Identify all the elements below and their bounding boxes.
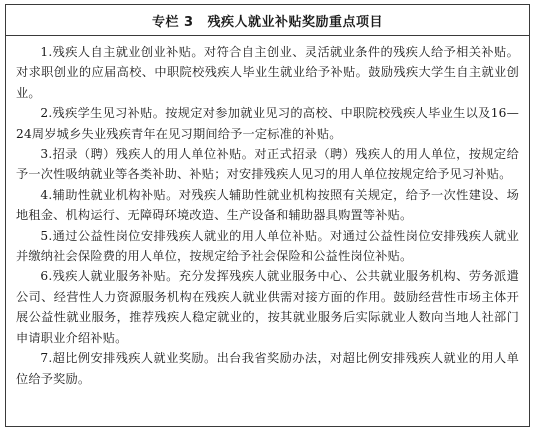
box-header (6, 5, 529, 36)
list-item: 2.残疾学生见习补贴。按规定对参加就业见习的高校、中职院校残疾人毕业生以及16—24周岁城乡失业残疾青年在见习期间给予一定标准的补贴。 (16, 106, 519, 141)
box-title: 残疾人就业补贴奖励重点项目 (207, 14, 384, 30)
box-label: 专栏 3 (151, 14, 194, 30)
list-item: 7.超比例安排残疾人就业奖励。出台我省奖励办法，对超比例安排残疾人就业的用人单位给予奖励。 (16, 351, 519, 386)
feature-box (5, 4, 530, 427)
list-item: 4.辅助性就业机构补贴。对残疾人辅助性就业机构按照有关规定，给予一次性建设、场地租金、机构运行、无障碍环境改造、生产设备和辅助器具购置等补贴。 (16, 187, 519, 223)
list-item: 6.残疾人就业服务补贴。充分发挥残疾人就业服务中心、公共就业服务机构、劳务派遣公司、经营性人力资源服务机构在残疾人就业供需对接方面的作用。鼓励经营性市场主体开展公益性就业服务，推荐残疾人稳定就业的，按其就业服务后实际就业人数向当地人社部门申请职业介绍补贴。 (16, 269, 519, 345)
list-item: 3.招录（聘）残疾人的用人单位补贴。对正式招录（聘）残疾人的用人单位，按规定给予一次性吸纳就业等各类补助、补贴；对安排残疾人见习的用人单位按规定给予见习补贴。 (16, 147, 519, 182)
list-item: 1.残疾人自主就业创业补贴。对符合自主创业、灵活就业条件的残疾人给予相关补贴。对求职创业的应届高校、中职院校残疾人毕业生就业给予补贴。鼓励残疾大学生自主就业创业。 (16, 45, 519, 100)
list-item: 5.通过公益性岗位安排残疾人就业的用人单位补贴。对通过公益性岗位安排残疾人就业并缴纳社会保险费的用人单位，按规定给予社会保险和公益性岗位补贴。 (16, 228, 519, 264)
box-content (6, 36, 529, 389)
